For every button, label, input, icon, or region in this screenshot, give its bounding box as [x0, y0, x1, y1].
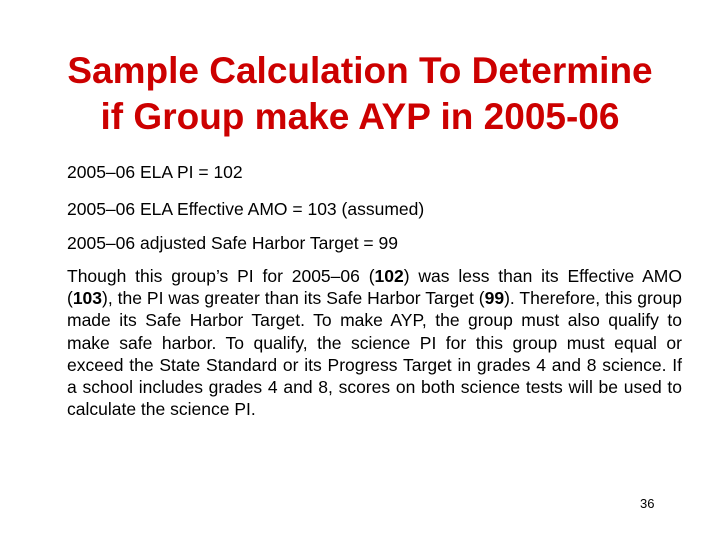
fact-safe-harbor-target: 2005–06 adjusted Safe Harbor Target = 99 [67, 233, 398, 253]
slide-title-line-2: if Group make AYP in 2005-06 [100, 96, 620, 137]
page-number: 36 [640, 496, 655, 511]
paragraph-text-2: ) was less than its Effective AMO ( [67, 266, 682, 309]
fact-ela-pi: 2005–06 ELA PI = 102 [67, 162, 243, 182]
slide-title [20, 48, 700, 140]
paragraph-text-1: Though this group’s PI for 2005–06 ( [67, 266, 375, 286]
explanation-paragraph [67, 265, 682, 420]
pi-value: 102 [374, 266, 404, 286]
amo-value: 103 [72, 288, 103, 309]
slide-title-line-1: Sample Calculation To Determine [67, 50, 653, 91]
safe-harbor-value: 99 [484, 288, 505, 309]
fact-effective-amo: 2005–06 ELA Effective AMO = 103 (assumed) [67, 199, 425, 219]
paragraph-text-4: ). Therefore, this group made its Safe Harbor Target. To make AYP, the group must also qualify to make safe harbor. To qualify, the science PI for this group must equal or exceed the State Standard or its Progress Target in grades 4 and 8 science. If a school includes grades 4 and 8, scores on both science tests will be used to calculate the science PI. [67, 288, 682, 420]
paragraph-text-3: ), the PI was greater than its Safe Harbor Target ( [102, 288, 485, 309]
